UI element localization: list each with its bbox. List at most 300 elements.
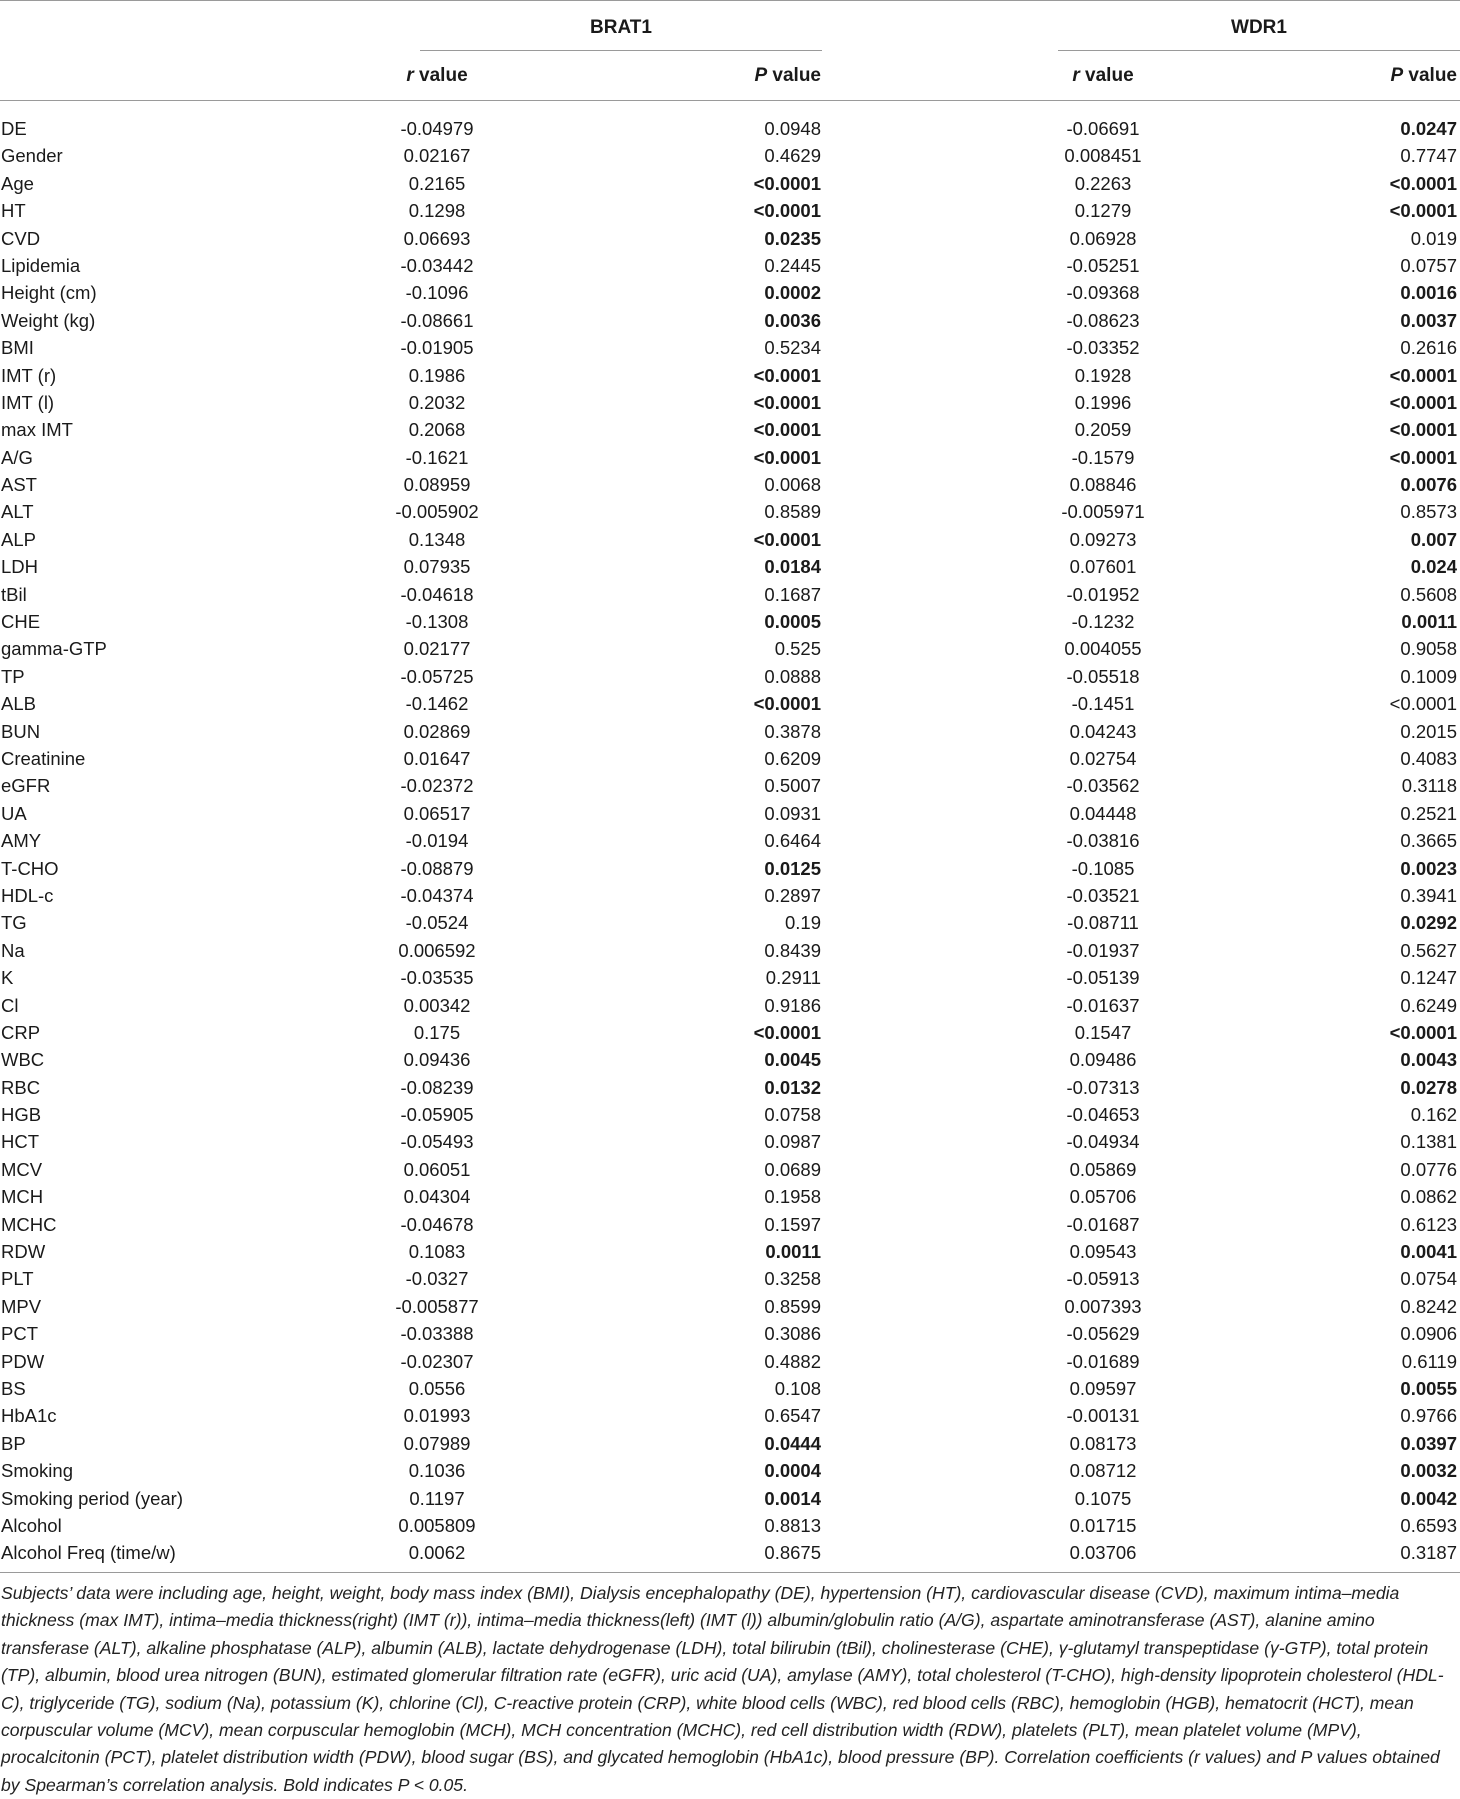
cell-wdr1-r: 0.007393: [1064, 1295, 1142, 1317]
cell-brat1-r: -0.02372: [400, 775, 474, 797]
cell-brat1-r: -0.01905: [400, 337, 474, 359]
cell-parameter: MPV: [1, 1295, 42, 1317]
cell-brat1-r: -0.1308: [405, 611, 469, 633]
cell-wdr1-r: 0.08846: [1069, 474, 1137, 496]
cell-brat1-p: <0.0001: [753, 172, 821, 194]
table-row: [0, 1375, 1460, 1402]
cell-wdr1-p: 0.024: [1410, 556, 1457, 578]
cell-brat1-r: 0.02167: [403, 145, 471, 167]
cell-wdr1-r: -0.04934: [1066, 1131, 1140, 1153]
cell-brat1-p: <0.0001: [753, 446, 821, 468]
group-rule-wdr1: [1058, 50, 1460, 51]
table-row: [0, 1128, 1460, 1155]
cell-brat1-r: 0.006592: [398, 939, 476, 961]
table-row: [0, 635, 1460, 662]
cell-wdr1-p: 0.6249: [1400, 994, 1457, 1016]
table-body: [0, 115, 1460, 1567]
cell-brat1-p: 0.0931: [764, 802, 821, 824]
cell-brat1-r: 0.06051: [403, 1158, 471, 1180]
cell-brat1-p: 0.6209: [764, 747, 821, 769]
cell-brat1-p: 0.8675: [764, 1542, 821, 1564]
cell-wdr1-r: -0.05251: [1066, 254, 1140, 276]
cell-parameter: LDH: [1, 556, 39, 578]
cell-wdr1-p: 0.4083: [1400, 747, 1457, 769]
cell-wdr1-r: 0.09543: [1069, 1241, 1137, 1263]
cell-brat1-p: 0.0045: [764, 1049, 821, 1071]
cell-wdr1-p: <0.0001: [1389, 200, 1457, 222]
cell-brat1-r: 0.08959: [403, 474, 471, 496]
cell-brat1-r: -0.1096: [405, 282, 469, 304]
col-header-brat1-r: r value: [406, 65, 468, 86]
table-row: [0, 827, 1460, 854]
cell-parameter: TG: [1, 912, 27, 934]
cell-wdr1-p: 0.3187: [1400, 1542, 1457, 1564]
cell-brat1-p: 0.0689: [764, 1158, 821, 1180]
cell-parameter: MCV: [1, 1158, 43, 1180]
cell-brat1-p: 0.9186: [764, 994, 821, 1016]
cell-wdr1-p: 0.3118: [1401, 775, 1457, 797]
table-row: [0, 581, 1460, 608]
table-row: [0, 225, 1460, 252]
table-row: [0, 690, 1460, 717]
cell-brat1-r: 0.06693: [403, 227, 471, 249]
table-row: [0, 1019, 1460, 1046]
cell-brat1-p: <0.0001: [753, 528, 821, 550]
cell-wdr1-p: 0.6123: [1400, 1213, 1457, 1235]
cell-parameter: gamma-GTP: [1, 638, 107, 660]
col-header-wdr1-r: r value: [1072, 65, 1134, 86]
cell-wdr1-r: 0.008451: [1064, 145, 1142, 167]
table-row: [0, 1348, 1460, 1375]
table-row: [0, 909, 1460, 936]
table-footnote: Subjects’ data were including age, height, weight, body mass index (BMI), Dialysis encephalopathy (DE), hypertension (HT), cardiovascular disease (CVD), maximum intima–media thickness (max IMT), intima–media thickness(right) (IMT (r)), intima–media thickness(left) (IMT (l)) albumin/globulin ratio (A/G), aspartate aminotransferase (AST), alanine amino transferase (ALT), alkaline phosphatase (ALP), albumin (ALB), lactate dehydrogenase (LDH), total bilirubin (tBil), cholinesterase (CHE), γ-glutamyl transpeptidase (γ-GTP), total protein (TP), albumin, blood urea nitrogen (BUN), estimated glomerular filtration rate (eGFR), uric acid (UA), amylase (AMY), total cholesterol (T-CHO), high-density lipoprotein cholesterol (HDL-C), triglyceride (TG), sodium (Na), potassium (K), chlorine (Cl), C-reactive protein (CRP), white blood cells (WBC), red blood cells (RBC), hemoglobin (HGB), hematocrit (HCT), mean corpuscular volume (MCV), mean corpuscular hemoglobin (MCH), MCH concentration (MCHC), red cell distribution width (RDW), platelets (PLT), mean platelet volume (MPV), procalcitonin (PCT), platelet distribution width (PDW), blood sugar (BS), and glycated hemoglobin (HbA1c), blood pressure (BP). Correlation coefficients (r values) and P values obtained by Spearman’s correlation analysis. Bold indicates P < 0.05.: [1, 1583, 1444, 1795]
table-row: [0, 334, 1460, 361]
cell-wdr1-r: -0.01952: [1066, 583, 1140, 605]
cell-wdr1-r: 0.004055: [1064, 638, 1142, 660]
cell-wdr1-p: 0.0776: [1400, 1158, 1457, 1180]
cell-wdr1-p: <0.0001: [1389, 693, 1457, 715]
cell-parameter: A/G: [1, 446, 33, 468]
cell-brat1-p: 0.0948: [764, 118, 821, 139]
cell-parameter: IMT (r): [1, 364, 57, 386]
cell-brat1-p: 0.0004: [764, 1460, 821, 1482]
cell-wdr1-r: 0.04243: [1069, 720, 1137, 742]
cell-wdr1-p: 0.7747: [1400, 145, 1457, 167]
cell-brat1-r: -0.08879: [400, 857, 474, 879]
table-row: [0, 142, 1460, 169]
table-row: [0, 1211, 1460, 1238]
cell-wdr1-p: 0.1009: [1400, 665, 1457, 687]
cell-brat1-r: 0.09436: [403, 1049, 471, 1071]
cell-parameter: Alcohol: [1, 1514, 62, 1536]
cell-wdr1-r: -0.1451: [1071, 693, 1135, 715]
cell-wdr1-p: 0.2015: [1400, 720, 1457, 742]
cell-brat1-r: 0.0556: [408, 1377, 466, 1399]
cell-brat1-r: 0.2032: [408, 391, 466, 413]
table-row: [0, 362, 1460, 389]
cell-brat1-p: 0.19: [784, 912, 821, 934]
cell-parameter: ALB: [1, 693, 36, 715]
table-row: [0, 855, 1460, 882]
table-row: [0, 1074, 1460, 1101]
header-bottom-rule: [0, 100, 1460, 101]
cell-parameter: AMY: [1, 830, 42, 852]
cell-wdr1-p: 0.3665: [1400, 830, 1457, 852]
cell-wdr1-p: 0.1381: [1400, 1131, 1457, 1153]
cell-wdr1-p: 0.0292: [1400, 912, 1457, 934]
cell-brat1-p: 0.0758: [764, 1104, 821, 1126]
cell-brat1-r: -0.04618: [400, 583, 474, 605]
cell-wdr1-r: -0.00131: [1066, 1405, 1140, 1427]
table-row: [0, 498, 1460, 525]
col-header-wdr1-p: P value: [1390, 65, 1457, 86]
table-row: [0, 882, 1460, 909]
table-row: [0, 1238, 1460, 1265]
table-row: [0, 389, 1460, 416]
table-row: [0, 416, 1460, 443]
cell-wdr1-p: 0.2616: [1400, 337, 1457, 359]
cell-parameter: Weight (kg): [1, 309, 96, 331]
cell-wdr1-p: 0.0906: [1400, 1323, 1457, 1345]
table-row: [0, 608, 1460, 635]
cell-parameter: ALT: [1, 501, 34, 523]
cell-parameter: Lipidemia: [1, 254, 81, 276]
cell-wdr1-p: 0.0037: [1400, 309, 1457, 331]
cell-wdr1-r: -0.01687: [1066, 1213, 1140, 1235]
table-row: [0, 992, 1460, 1019]
cell-parameter: Alcohol Freq (time/w): [1, 1542, 176, 1564]
cell-wdr1-r: 0.07601: [1069, 556, 1137, 578]
cell-parameter: HGB: [1, 1104, 42, 1126]
cell-brat1-p: 0.4882: [764, 1350, 821, 1372]
cell-brat1-r: 0.1348: [408, 528, 466, 550]
cell-brat1-r: -0.03442: [400, 254, 474, 276]
cell-parameter: DE: [1, 118, 27, 139]
cell-brat1-p: <0.0001: [753, 693, 821, 715]
cell-parameter: eGFR: [1, 775, 51, 797]
cell-brat1-r: -0.08239: [400, 1076, 474, 1098]
cell-wdr1-p: 0.0032: [1400, 1460, 1457, 1482]
table-row: [0, 197, 1460, 224]
cell-brat1-p: 0.1597: [764, 1213, 821, 1235]
table-row: [0, 1101, 1460, 1128]
table-row: [0, 1512, 1460, 1539]
cell-wdr1-p: 0.019: [1410, 227, 1457, 249]
cell-wdr1-p: 0.8573: [1400, 501, 1457, 523]
group-title-brat1: BRAT1: [590, 17, 652, 38]
cell-parameter: K: [1, 967, 14, 989]
cell-wdr1-p: 0.0397: [1400, 1432, 1457, 1454]
cell-wdr1-p: 0.6119: [1401, 1350, 1457, 1372]
cell-wdr1-r: -0.08623: [1066, 309, 1140, 331]
cell-brat1-r: 0.005809: [398, 1514, 476, 1536]
cell-brat1-p: 0.0005: [764, 611, 821, 633]
table-row: [0, 1293, 1460, 1320]
cell-wdr1-p: 0.0043: [1400, 1049, 1457, 1071]
cell-brat1-p: 0.0444: [764, 1432, 821, 1454]
cell-brat1-p: 0.0036: [764, 309, 821, 331]
cell-wdr1-r: 0.05869: [1069, 1158, 1137, 1180]
table-row: [0, 1430, 1460, 1457]
cell-wdr1-p: 0.0042: [1400, 1487, 1457, 1509]
table-row: [0, 1402, 1460, 1429]
cell-wdr1-r: -0.05518: [1066, 665, 1140, 687]
cell-parameter: PDW: [1, 1350, 45, 1372]
cell-brat1-r: -0.1462: [405, 693, 469, 715]
cell-wdr1-r: -0.04653: [1066, 1104, 1140, 1126]
cell-brat1-r: -0.0194: [405, 830, 469, 852]
table-row: [0, 307, 1460, 334]
cell-parameter: Smoking: [1, 1460, 73, 1482]
cell-parameter: ALP: [1, 528, 36, 550]
cell-wdr1-p: 0.9058: [1400, 638, 1457, 660]
cell-brat1-p: 0.3878: [764, 720, 821, 742]
cell-wdr1-p: <0.0001: [1389, 172, 1457, 194]
table-row: [0, 937, 1460, 964]
cell-wdr1-p: 0.0011: [1401, 611, 1457, 633]
cell-brat1-p: 0.8439: [764, 939, 821, 961]
cell-parameter: HT: [1, 200, 26, 222]
cell-parameter: BP: [1, 1432, 26, 1454]
table-row: [0, 663, 1460, 690]
cell-wdr1-r: -0.05139: [1066, 967, 1140, 989]
cell-brat1-r: 0.01647: [403, 747, 471, 769]
cell-wdr1-r: 0.1279: [1074, 200, 1132, 222]
cell-wdr1-r: 0.06928: [1069, 227, 1137, 249]
cell-parameter: PLT: [1, 1268, 34, 1290]
cell-wdr1-p: 0.1247: [1400, 967, 1457, 989]
cell-parameter: HCT: [1, 1131, 40, 1153]
table-row: [0, 1156, 1460, 1183]
cell-parameter: MCH: [1, 1186, 44, 1208]
table-row: [0, 772, 1460, 799]
cell-brat1-r: 0.06517: [403, 802, 471, 824]
cell-wdr1-p: 0.0076: [1400, 474, 1457, 496]
cell-parameter: Na: [1, 939, 25, 961]
cell-brat1-r: 0.04304: [403, 1186, 471, 1208]
table-top-rule: [0, 0, 1460, 1]
group-title-wdr1: WDR1: [1231, 17, 1287, 38]
table-row: [0, 471, 1460, 498]
cell-wdr1-r: -0.1085: [1071, 857, 1135, 879]
cell-brat1-r: 0.02177: [403, 638, 471, 660]
cell-wdr1-r: -0.01689: [1066, 1350, 1140, 1372]
cell-parameter: BUN: [1, 720, 41, 742]
cell-brat1-p: 0.6547: [764, 1405, 821, 1427]
cell-parameter: BS: [1, 1377, 26, 1399]
cell-wdr1-r: 0.09273: [1069, 528, 1137, 550]
cell-wdr1-p: <0.0001: [1389, 391, 1457, 413]
cell-brat1-r: 0.01993: [403, 1405, 471, 1427]
cell-brat1-p: 0.0125: [764, 857, 821, 879]
cell-parameter: CRP: [1, 1021, 41, 1043]
cell-wdr1-p: <0.0001: [1389, 1021, 1457, 1043]
cell-parameter: MCHC: [1, 1213, 57, 1235]
table-bottom-rule: [0, 1572, 1460, 1573]
cell-brat1-p: 0.0014: [764, 1487, 821, 1509]
cell-wdr1-r: -0.03816: [1066, 830, 1140, 852]
cell-brat1-p: 0.108: [774, 1377, 821, 1399]
cell-brat1-r: -0.005902: [395, 501, 479, 523]
cell-parameter: AST: [1, 474, 37, 496]
table-row: [0, 252, 1460, 279]
cell-brat1-p: 0.1687: [764, 583, 821, 605]
cell-brat1-r: -0.05725: [400, 665, 474, 687]
cell-brat1-r: -0.04374: [400, 884, 474, 906]
table-row: [0, 1046, 1460, 1073]
cell-brat1-r: 0.1083: [408, 1241, 466, 1263]
table-row: [0, 1485, 1460, 1512]
cell-brat1-p: 0.8589: [764, 501, 821, 523]
cell-wdr1-p: 0.0023: [1400, 857, 1457, 879]
cell-brat1-p: 0.525: [774, 638, 821, 660]
table-row: [0, 1320, 1460, 1347]
cell-brat1-r: -0.02307: [400, 1350, 474, 1372]
cell-brat1-r: 0.175: [413, 1021, 461, 1043]
cell-brat1-r: 0.00342: [403, 994, 471, 1016]
cell-brat1-p: <0.0001: [753, 419, 821, 441]
cell-wdr1-p: <0.0001: [1389, 419, 1457, 441]
cell-brat1-r: -0.04678: [400, 1213, 474, 1235]
cell-brat1-p: 0.0002: [764, 282, 821, 304]
table-row: [0, 745, 1460, 772]
cell-brat1-p: 0.8813: [764, 1514, 821, 1536]
cell-brat1-p: 0.4629: [764, 145, 821, 167]
cell-parameter: PCT: [1, 1323, 38, 1345]
cell-brat1-r: 0.0062: [408, 1542, 466, 1564]
cell-brat1-p: 0.2911: [765, 967, 821, 989]
cell-wdr1-p: <0.0001: [1389, 446, 1457, 468]
col-header-brat1-p: P value: [754, 65, 821, 86]
cell-wdr1-r: 0.01715: [1069, 1514, 1137, 1536]
cell-wdr1-r: 0.03706: [1069, 1542, 1137, 1564]
cell-wdr1-p: 0.0757: [1400, 254, 1457, 276]
cell-parameter: RBC: [1, 1076, 41, 1098]
cell-wdr1-r: -0.03521: [1066, 884, 1140, 906]
cell-wdr1-p: <0.0001: [1389, 364, 1457, 386]
cell-wdr1-p: 0.8242: [1400, 1295, 1457, 1317]
table-row: [0, 444, 1460, 471]
cell-wdr1-p: 0.0055: [1400, 1377, 1457, 1399]
table-row: [0, 1539, 1460, 1566]
cell-brat1-p: 0.0184: [764, 556, 821, 578]
cell-wdr1-r: 0.04448: [1069, 802, 1137, 824]
cell-brat1-p: 0.0068: [764, 474, 821, 496]
cell-brat1-r: 0.1986: [408, 364, 466, 386]
cell-parameter: T-CHO: [1, 857, 59, 879]
cell-wdr1-r: -0.01937: [1066, 939, 1140, 961]
cell-brat1-p: <0.0001: [753, 391, 821, 413]
cell-brat1-p: 0.3258: [764, 1268, 821, 1290]
cell-brat1-p: 0.0987: [764, 1131, 821, 1153]
cell-wdr1-p: 0.2521: [1400, 802, 1457, 824]
cell-wdr1-p: 0.007: [1410, 528, 1457, 550]
cell-parameter: max IMT: [1, 419, 73, 441]
cell-brat1-r: -0.08661: [400, 309, 474, 331]
cell-parameter: Gender: [1, 145, 63, 167]
cell-wdr1-r: 0.08712: [1069, 1460, 1137, 1482]
cell-parameter: UA: [1, 802, 27, 824]
cell-wdr1-r: 0.1547: [1074, 1021, 1132, 1043]
cell-parameter: tBil: [1, 583, 27, 605]
cell-brat1-r: 0.07989: [403, 1432, 471, 1454]
cell-parameter: Height (cm): [1, 282, 97, 304]
cell-wdr1-p: 0.5608: [1400, 583, 1457, 605]
cell-wdr1-p: 0.6593: [1400, 1514, 1457, 1536]
cell-parameter: WBC: [1, 1049, 45, 1071]
cell-brat1-p: 0.0011: [765, 1241, 821, 1263]
cell-wdr1-p: 0.0862: [1400, 1186, 1457, 1208]
cell-wdr1-p: 0.0754: [1400, 1268, 1457, 1290]
cell-wdr1-r: -0.09368: [1066, 282, 1140, 304]
cell-brat1-p: <0.0001: [753, 364, 821, 386]
cell-brat1-r: 0.07935: [403, 556, 471, 578]
table-row: [0, 553, 1460, 580]
cell-brat1-p: <0.0001: [753, 200, 821, 222]
cell-brat1-p: 0.1958: [764, 1186, 821, 1208]
cell-parameter: HbA1c: [1, 1405, 57, 1427]
cell-brat1-p: 0.5234: [764, 337, 821, 359]
cell-wdr1-p: 0.9766: [1400, 1405, 1457, 1427]
cell-wdr1-p: 0.5627: [1400, 939, 1457, 961]
cell-brat1-r: 0.1036: [408, 1460, 466, 1482]
cell-parameter: Age: [1, 172, 34, 194]
cell-wdr1-p: 0.3941: [1400, 884, 1457, 906]
cell-wdr1-p: 0.0041: [1400, 1241, 1457, 1263]
cell-brat1-p: 0.0132: [764, 1076, 821, 1098]
table-row: [0, 1183, 1460, 1210]
cell-wdr1-r: -0.05629: [1066, 1323, 1140, 1345]
cell-brat1-p: 0.2897: [764, 884, 821, 906]
cell-parameter: RDW: [1, 1241, 46, 1263]
cell-brat1-p: 0.5007: [764, 775, 821, 797]
cell-wdr1-r: 0.2263: [1074, 172, 1132, 194]
cell-wdr1-p: 0.162: [1410, 1104, 1457, 1126]
cell-brat1-p: 0.8599: [764, 1295, 821, 1317]
cell-wdr1-r: 0.08173: [1069, 1432, 1137, 1454]
table-row: [0, 718, 1460, 745]
table-row: [0, 964, 1460, 991]
cell-brat1-p: 0.6464: [764, 830, 821, 852]
cell-brat1-r: 0.1298: [408, 200, 466, 222]
cell-brat1-r: -0.0327: [405, 1268, 469, 1290]
cell-parameter: IMT (l): [1, 391, 55, 413]
table-row: [0, 1457, 1460, 1484]
cell-parameter: HDL-c: [1, 884, 54, 906]
cell-wdr1-r: 0.1075: [1074, 1487, 1132, 1509]
cell-parameter: Creatinine: [1, 747, 86, 769]
cell-wdr1-r: -0.05913: [1066, 1268, 1140, 1290]
cell-wdr1-r: -0.06691: [1066, 118, 1140, 139]
cell-brat1-r: 0.2165: [408, 172, 466, 194]
table-row: [0, 279, 1460, 306]
cell-wdr1-r: 0.1996: [1074, 391, 1132, 413]
cell-brat1-r: -0.05493: [400, 1131, 474, 1153]
cell-wdr1-r: -0.01637: [1066, 994, 1140, 1016]
cell-brat1-r: 0.2068: [408, 419, 466, 441]
table-row: [0, 1265, 1460, 1292]
cell-brat1-r: -0.0524: [405, 912, 469, 934]
cell-wdr1-r: 0.02754: [1069, 747, 1137, 769]
cell-parameter: Smoking period (year): [1, 1487, 183, 1509]
cell-brat1-r: 0.02869: [403, 720, 471, 742]
cell-brat1-r: 0.1197: [409, 1487, 465, 1509]
cell-parameter: Cl: [1, 994, 19, 1016]
cell-brat1-p: 0.0235: [764, 227, 821, 249]
cell-brat1-r: -0.03388: [400, 1323, 474, 1345]
table-row: [0, 115, 1460, 142]
cell-brat1-p: 0.0888: [764, 665, 821, 687]
